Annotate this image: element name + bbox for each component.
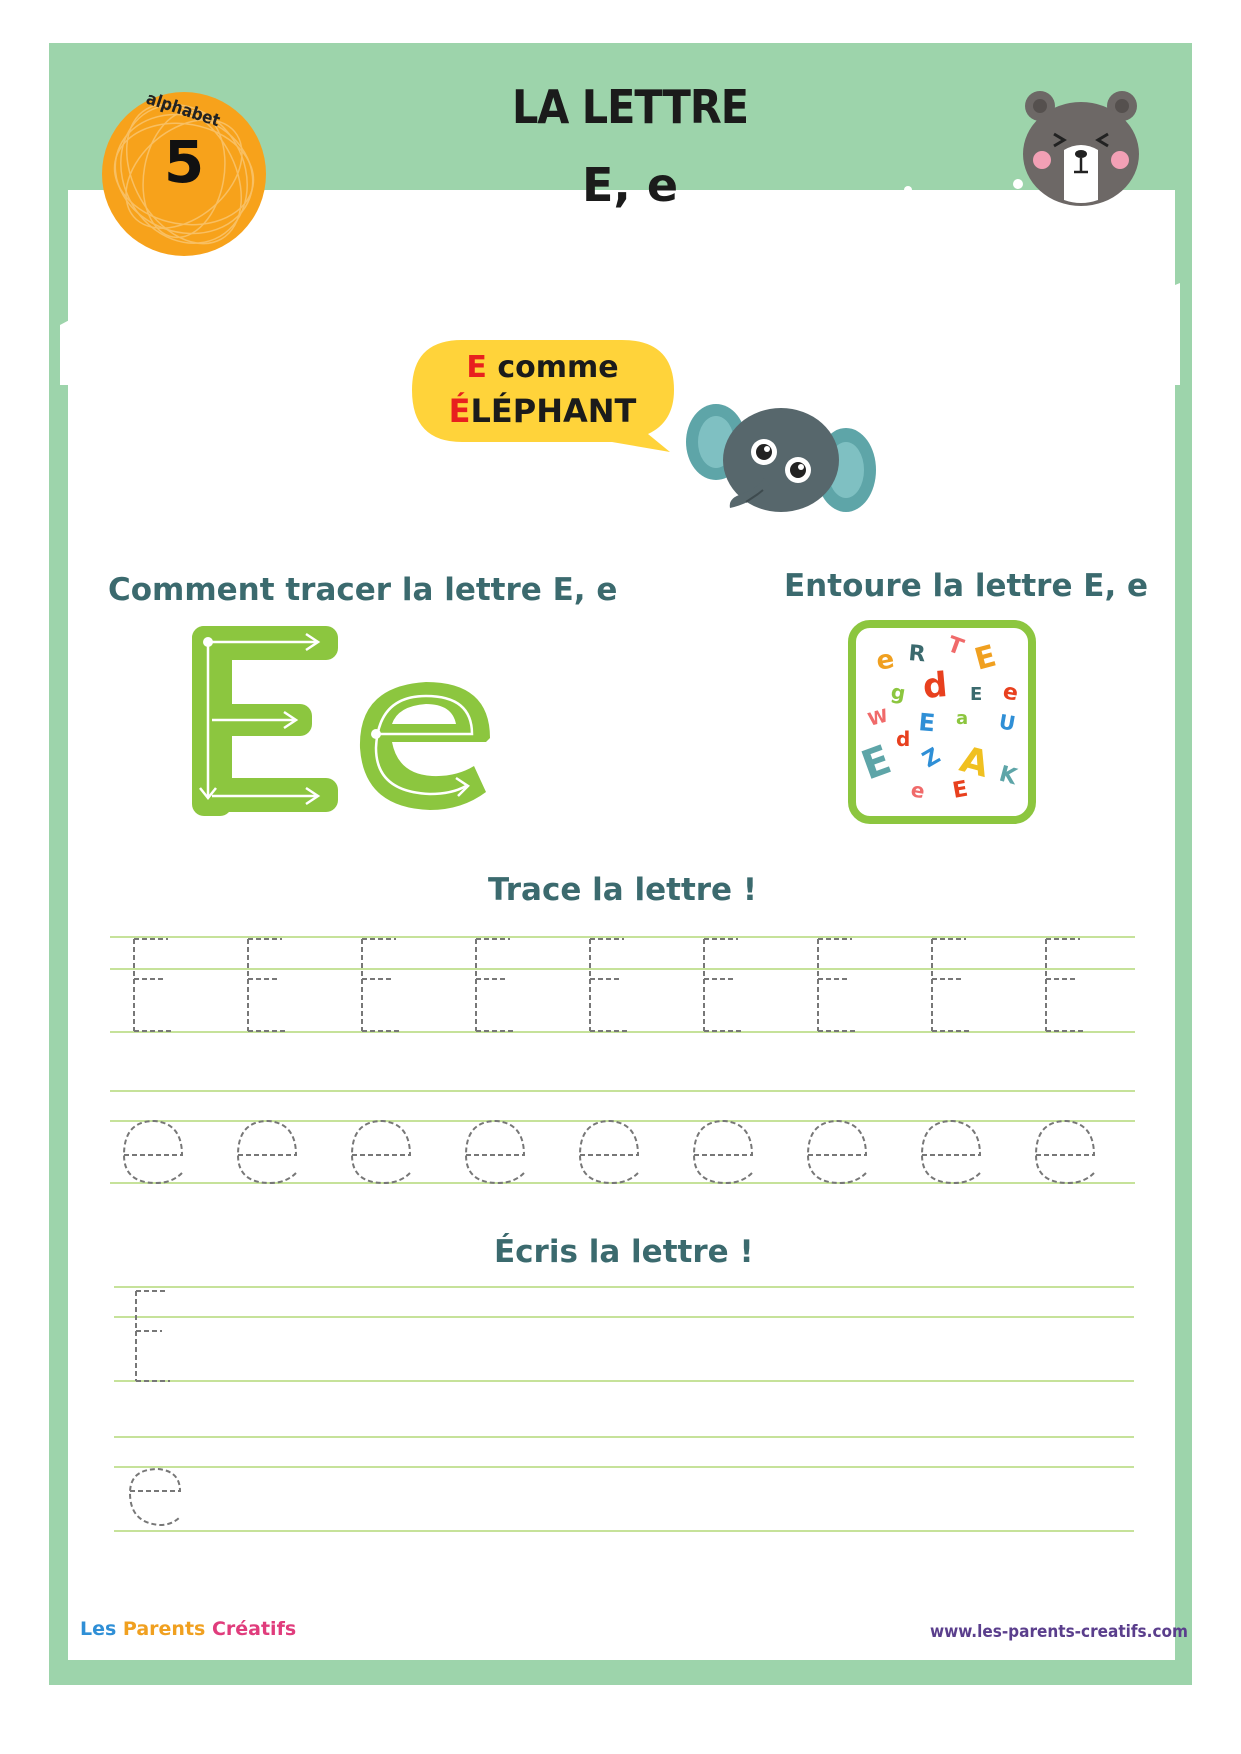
page-title: LA LETTRE [511, 80, 749, 134]
find-letter[interactable]: A [955, 739, 994, 786]
find-letter[interactable]: E [917, 708, 937, 738]
logo-part-parents: Parents [122, 1618, 212, 1640]
logo-part-creatifs: Créatifs [211, 1618, 297, 1640]
bubble-line1 [420, 350, 665, 385]
elephant-icon [686, 390, 876, 530]
trace-lower-e[interactable] [694, 1121, 752, 1183]
find-letter[interactable]: E [970, 684, 983, 705]
write-practice-area [114, 1285, 1134, 1565]
trace-upper-e[interactable] [476, 939, 514, 1031]
trace-lower-e[interactable] [352, 1121, 410, 1183]
find-letter[interactable]: Z [918, 743, 945, 774]
trace-upper-e[interactable] [248, 939, 286, 1031]
trace-upper-e[interactable] [590, 939, 628, 1031]
trace-heading: Trace la lettre ! [488, 872, 758, 908]
trace-upper-e[interactable] [704, 939, 742, 1031]
find-letter[interactable]: a [956, 708, 969, 729]
trace-upper-e[interactable] [362, 939, 400, 1031]
write-heading: Écris la lettre ! [494, 1234, 754, 1270]
trace-lower-e[interactable] [808, 1121, 866, 1183]
page-subtitle: E, e [581, 158, 679, 212]
bubble-letter: E [466, 350, 487, 385]
big-lower-e [360, 682, 490, 810]
trace-lower-e[interactable] [580, 1121, 638, 1183]
bubble-word-letter: É [448, 392, 471, 430]
find-letter[interactable]: E [971, 638, 1000, 678]
trace-upper-e[interactable] [818, 939, 856, 1031]
find-letter[interactable]: T [943, 632, 967, 661]
find-letters-box [848, 620, 1036, 824]
bubble-line2 [420, 392, 665, 430]
find-letter[interactable]: e [874, 644, 897, 677]
write-model-upper-e [136, 1291, 170, 1381]
bubble-word: LÉPHANT [470, 392, 637, 430]
find-letter[interactable]: e [1000, 679, 1020, 707]
badge-word: alphabet [143, 88, 223, 132]
logo-part-les: Les [80, 1618, 123, 1640]
footer-logo [80, 1618, 296, 1640]
trace-lower-e[interactable] [238, 1121, 296, 1183]
find-letter[interactable]: U [997, 709, 1018, 736]
footer-website[interactable]: www.les-parents-creatifs.com [930, 1622, 1188, 1642]
trace-lower-e[interactable] [124, 1121, 182, 1183]
decorative-dots [880, 170, 1180, 270]
badge-number: 5 [163, 128, 205, 196]
find-letter[interactable]: g [889, 679, 908, 706]
trace-lower-e[interactable] [1036, 1121, 1094, 1183]
find-letter[interactable]: d [921, 664, 950, 707]
big-upper-e [192, 626, 338, 816]
circle-heading: Entoure la lettre E, e [784, 568, 1149, 604]
find-letter[interactable]: E [950, 776, 970, 804]
trace-lower-e[interactable] [466, 1121, 524, 1183]
write-model-lower-e [130, 1469, 180, 1525]
bubble-comme: comme [486, 350, 619, 385]
how-to-trace-heading: Comment tracer la lettre E, e [108, 572, 618, 608]
find-letter[interactable]: e [909, 777, 927, 804]
find-letter[interactable]: K [996, 761, 1020, 791]
find-letter[interactable]: E [855, 736, 898, 790]
trace-lower-e[interactable] [922, 1121, 980, 1183]
trace-practice-area [110, 925, 1135, 1195]
find-letter[interactable]: W [865, 705, 891, 731]
big-letters-guide [186, 620, 526, 820]
trace-upper-e[interactable] [134, 939, 172, 1031]
trace-upper-e[interactable] [932, 939, 970, 1031]
trace-upper-e[interactable] [1046, 939, 1084, 1031]
find-letter[interactable]: d [896, 727, 911, 751]
find-letter[interactable]: R [907, 641, 927, 668]
